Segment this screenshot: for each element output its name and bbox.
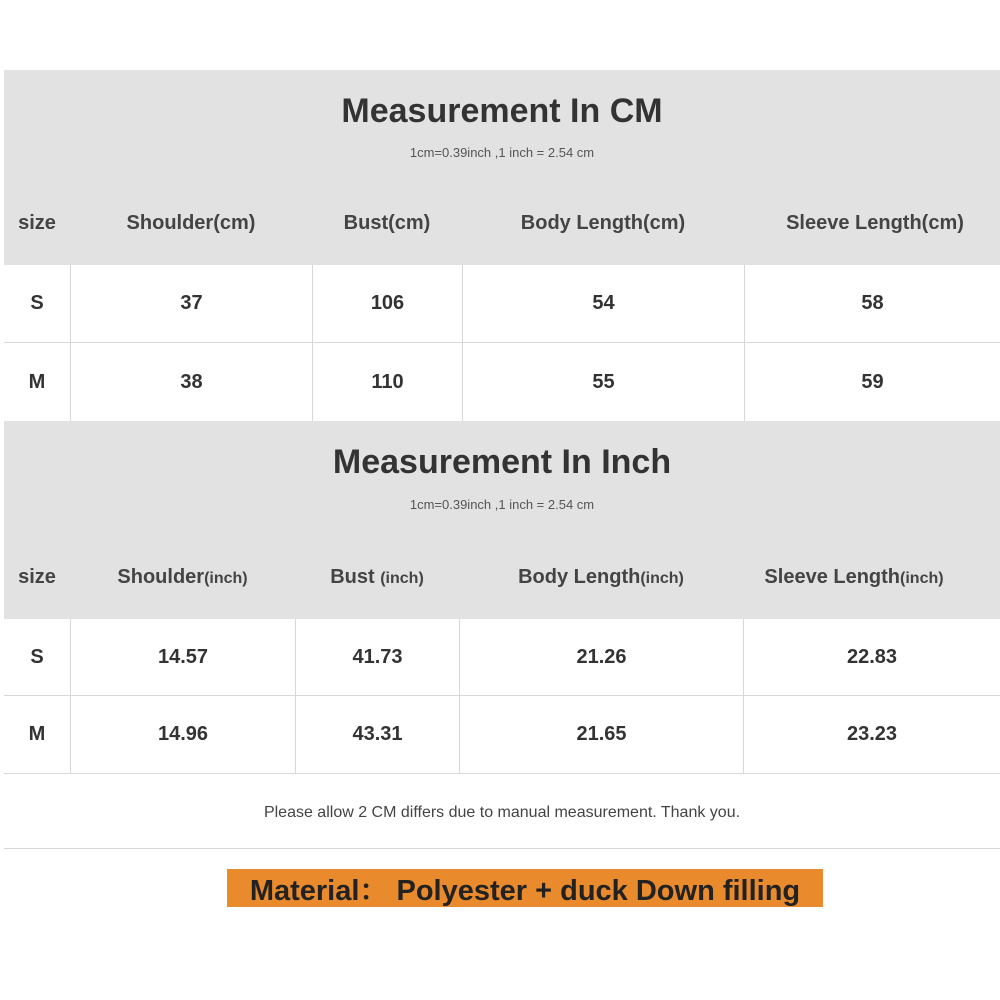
cm-section-title: Measurement In CM (341, 92, 663, 130)
header-sleeve-length: Sleeve Length(inch) (764, 566, 944, 588)
header-shoulder: Shoulder(cm) (126, 212, 256, 234)
shoulder-cell: 14.96 (70, 696, 295, 773)
size-cell: M (28, 370, 46, 393)
sleeve-length-cell: 59 (744, 343, 1000, 421)
bust-cell: 41.73 (295, 619, 459, 695)
size-cell: M (28, 723, 46, 745)
header-size: size (18, 566, 56, 588)
header-bust: Bust(cm) (343, 212, 431, 234)
size-chart (4, 70, 1000, 929)
size-cell: S (30, 292, 44, 314)
disclaimer-text: Please allow 2 CM differs due to manual measurement. Thank you. (263, 804, 741, 821)
table-row (4, 696, 1000, 774)
material-label: Material： Polyester + duck Down filling (227, 869, 823, 907)
inch-header-band (4, 421, 1000, 619)
table-row (4, 343, 1000, 421)
body-length-cell: 21.26 (459, 619, 743, 695)
sleeve-length-cell: 23.23 (743, 696, 1000, 773)
body-length-cell: 21.65 (459, 696, 743, 773)
shoulder-cell: 14.57 (70, 619, 295, 695)
bust-cell: 110 (312, 343, 462, 421)
sleeve-length-cell: 58 (744, 265, 1000, 342)
shoulder-cell: 38 (70, 343, 312, 421)
material-section (4, 849, 1000, 929)
header-bust: Bust (inch) (330, 566, 424, 588)
inch-section-title: Measurement In Inch (332, 443, 672, 481)
shoulder-cell: 37 (70, 265, 312, 342)
table-row (4, 265, 1000, 343)
measurement-disclaimer (4, 774, 1000, 849)
header-size: size (18, 212, 56, 234)
cm-header-band (4, 70, 1000, 265)
sleeve-length-cell: 22.83 (743, 619, 1000, 695)
cm-conversion-note: 1cm=0.39inch ,1 inch = 2.54 cm (409, 145, 595, 160)
size-cell: S (30, 645, 44, 668)
header-sleeve-length: Sleeve Length(cm) (786, 212, 964, 234)
inch-conversion-note: 1cm=0.39inch ,1 inch = 2.54 cm (409, 497, 595, 512)
bust-cell: 106 (312, 265, 462, 342)
body-length-cell: 55 (462, 343, 744, 421)
body-length-cell: 54 (462, 265, 744, 342)
table-row (4, 619, 1000, 696)
header-body-length: Body Length(inch) (518, 566, 684, 588)
bust-cell: 43.31 (295, 696, 459, 773)
header-body-length: Body Length(cm) (520, 212, 686, 234)
header-shoulder: Shoulder(inch) (117, 566, 248, 588)
